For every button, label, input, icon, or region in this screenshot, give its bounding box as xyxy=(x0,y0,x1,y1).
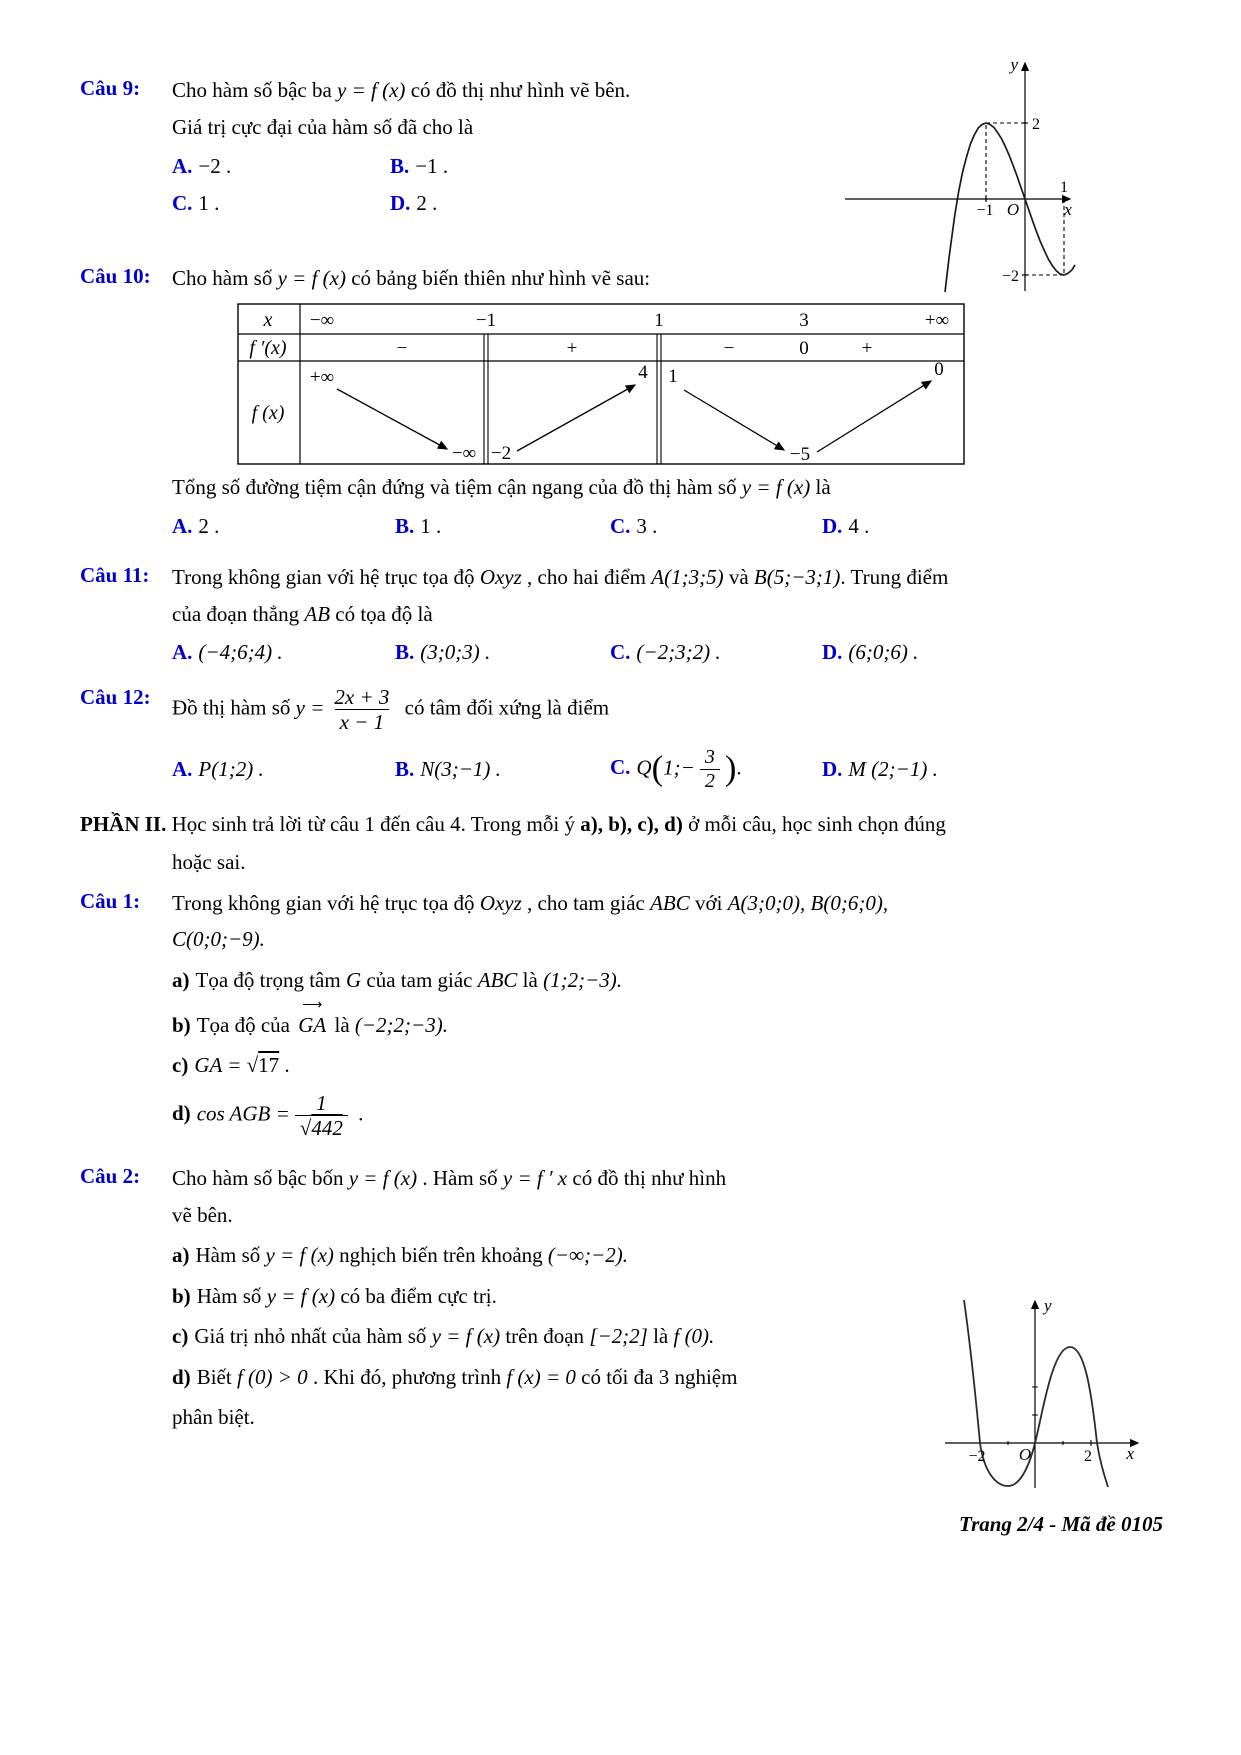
radical-sign: √ xyxy=(299,1115,312,1140)
question-12-text xyxy=(172,685,1171,734)
question-11-label: Câu 11: xyxy=(80,562,150,587)
option-letter: A. xyxy=(172,756,193,781)
variation-table xyxy=(237,303,965,465)
option-value: N(3;−1) . xyxy=(420,756,501,781)
p2q1-text-line1 xyxy=(172,889,1171,919)
math-expression: y = f (x) xyxy=(337,78,406,102)
option-b xyxy=(395,754,610,786)
text-bold: a), b), c), d) xyxy=(580,812,683,837)
text: là xyxy=(810,475,831,500)
question-12-options xyxy=(172,746,1171,793)
tick-label-2: 2 xyxy=(1084,1448,1092,1465)
option-value: 1;− xyxy=(663,755,695,780)
text: Biết xyxy=(196,1364,237,1389)
table-row-x-label: x xyxy=(263,309,273,332)
option-value: −1 . xyxy=(415,153,449,178)
math-expression: f (0). xyxy=(673,1324,715,1349)
text: ở mỗi câu, học sinh chọn đúng xyxy=(682,812,946,837)
fraction xyxy=(329,685,394,734)
option-d xyxy=(390,188,732,220)
option-value: −2 . xyxy=(198,153,232,178)
option-letter: D. xyxy=(390,191,411,216)
text: Tọa độ trọng tâm xyxy=(195,968,346,993)
option-value: 1 . xyxy=(420,514,442,539)
p2q2-item-d-line2: phân biệt. xyxy=(172,1405,255,1430)
option-letter: D. xyxy=(822,640,843,665)
option-letter: C. xyxy=(172,191,193,216)
math-expression: ABC xyxy=(650,890,690,915)
math-expression: GA = xyxy=(194,1053,242,1078)
sign: + xyxy=(861,338,873,360)
option-letter: C. xyxy=(610,640,631,665)
option-value: 1 . xyxy=(198,191,220,216)
option-b xyxy=(390,151,732,183)
option-value: 2 . xyxy=(198,514,220,539)
item-letter: b) xyxy=(172,1012,191,1037)
question-11 xyxy=(80,563,1171,669)
math-expression: Oxyz xyxy=(479,890,522,915)
text: với xyxy=(689,890,728,915)
p2q2-text-line2: vẽ bên. xyxy=(172,1202,233,1227)
text: có bảng biến thiên như hình vẽ sau: xyxy=(345,265,651,290)
option-value: (6;0;6) . xyxy=(848,640,919,665)
item-letter: d) xyxy=(172,1100,191,1125)
item-letter: d) xyxy=(172,1364,191,1389)
item-letter: b) xyxy=(172,1283,191,1308)
math-expression: [−2;2] xyxy=(589,1324,648,1349)
fraction-numerator: 2x + 3 xyxy=(334,684,390,709)
text: Cho hàm số bậc ba xyxy=(172,78,338,102)
text: có tối đa xyxy=(575,1364,659,1389)
fraction xyxy=(700,746,720,793)
option-letter: A. xyxy=(172,514,193,539)
f-value: +∞ xyxy=(309,367,335,389)
p2q1-item-c xyxy=(172,1050,1171,1080)
text: Đồ thị hàm số xyxy=(172,695,296,720)
math-expression: cos AGB = xyxy=(196,1100,290,1125)
f-value: 4 xyxy=(638,362,648,384)
f-value: 0 xyxy=(934,359,944,381)
option-c xyxy=(610,637,822,669)
math-expression: y = f (x) xyxy=(265,1243,334,1268)
part-2-header xyxy=(80,809,1171,839)
math-expression: y = xyxy=(295,695,325,720)
radicand: 442 xyxy=(311,1115,343,1140)
question-12 xyxy=(80,685,1171,793)
part2-question-2-derivative-graph xyxy=(933,1290,1145,1498)
option-d xyxy=(822,511,1171,543)
text: Hàm số xyxy=(195,1243,266,1268)
x-value: +∞ xyxy=(924,310,950,332)
text: Tọa độ của xyxy=(196,1012,296,1037)
text: có ba điểm cực trị. xyxy=(335,1283,497,1308)
text: . Trung điểm xyxy=(840,564,949,589)
text: và xyxy=(723,564,754,589)
part2-question-2-label: Câu 2: xyxy=(80,1163,141,1188)
fraction-denominator xyxy=(295,1115,348,1140)
text: có tọa độ là xyxy=(330,601,433,626)
x-axis-label: x xyxy=(1126,1444,1134,1463)
radicand: 17 xyxy=(258,1053,280,1078)
sign: − xyxy=(396,338,408,360)
option-value: 2 . xyxy=(416,191,438,216)
math-expression: f (0) > 0 xyxy=(236,1364,308,1389)
part2-question-1-label: Câu 1: xyxy=(80,888,141,913)
sign: − xyxy=(723,338,735,360)
option-value: (−2;3;2) . xyxy=(636,640,721,665)
square-root xyxy=(247,1053,280,1077)
x-value: −1 xyxy=(475,310,497,332)
question-12-label: Câu 12: xyxy=(80,684,151,709)
option-letter: B. xyxy=(390,153,410,178)
math-expression: A(3;0;0), xyxy=(727,890,806,915)
question-10-label: Câu 10: xyxy=(80,263,151,288)
text: Cho hàm số xyxy=(172,265,278,290)
tick-label-1: 1 xyxy=(1060,179,1068,196)
table-row-f-label: f (x) xyxy=(251,402,285,425)
square-root xyxy=(300,1116,343,1140)
origin-label: O xyxy=(1018,1445,1032,1464)
p2q1-item-a xyxy=(172,965,1171,995)
option-letter: B. xyxy=(395,514,415,539)
p2q1-item-b xyxy=(172,997,1171,1040)
question-11-text-line1 xyxy=(172,563,1171,593)
option-letter: A. xyxy=(172,153,193,178)
math-expression: A(1;3;5) xyxy=(651,564,724,589)
f-value: −∞ xyxy=(451,443,477,465)
table-row-fprime-label: f ′(x) xyxy=(249,337,287,360)
option-b xyxy=(395,637,610,669)
option-d xyxy=(822,754,1171,786)
x-value: 1 xyxy=(654,310,664,332)
option-a xyxy=(172,637,395,669)
radical-sign: √ xyxy=(246,1053,259,1078)
option-value: Q xyxy=(636,755,652,780)
math-expression: y = f (x) xyxy=(741,475,811,500)
question-11-text-line2 xyxy=(172,600,1171,630)
text: . xyxy=(279,1053,290,1078)
tick-label-minus1: −1 xyxy=(976,202,994,219)
text: là xyxy=(517,968,544,993)
item-letter: a) xyxy=(172,968,190,993)
option-value: (−4;6;4) . xyxy=(198,640,283,665)
x-value: 3 xyxy=(799,310,809,332)
math-expression: B(0;6;0), xyxy=(810,890,889,915)
text: của tam giác xyxy=(361,968,478,993)
option-a xyxy=(172,151,390,183)
math-expression: (−2;2;−3). xyxy=(354,1012,448,1037)
text: Học sinh trả lời từ câu 1 đến câu 4. Trong mỗi ý xyxy=(166,812,581,837)
p2q2-text-line1 xyxy=(172,1164,1171,1194)
f-value: 1 xyxy=(668,366,678,388)
number: 3 xyxy=(658,1364,670,1389)
fraction-denominator: x − 1 xyxy=(335,709,390,734)
p2q1-text-line2: C(0;0;−9). xyxy=(172,927,265,952)
math-expression: y = f ′ x xyxy=(502,1165,568,1190)
math-expression: Oxyz xyxy=(479,564,522,589)
text: Trong không gian với hệ trục tọa độ xyxy=(172,564,480,589)
part-2-header-line2: hoặc sai. xyxy=(172,849,246,874)
option-a xyxy=(172,754,395,786)
text: . Hàm số xyxy=(417,1165,503,1190)
text: , cho tam giác xyxy=(521,890,651,915)
text: nghịch biến trên khoảng xyxy=(333,1243,548,1268)
text: Giá trị nhỏ nhất của hàm số xyxy=(194,1324,432,1349)
x-value: −∞ xyxy=(309,310,335,332)
option-letter: B. xyxy=(395,640,415,665)
item-letter: c) xyxy=(172,1324,189,1349)
text: trên đoạn xyxy=(500,1324,590,1349)
option-letter: D. xyxy=(822,756,843,781)
fraction-denominator: 2 xyxy=(700,769,720,793)
sign: 0 xyxy=(799,338,809,360)
option-letter: C. xyxy=(610,514,631,539)
question-10-text2 xyxy=(172,473,1171,503)
option-letter: C. xyxy=(610,755,631,780)
text: nghiệm xyxy=(669,1364,738,1389)
question-10 xyxy=(80,264,1171,543)
p2q1-item-d xyxy=(172,1091,1171,1140)
vector-notation xyxy=(298,997,327,1040)
option-letter: B. xyxy=(395,756,415,781)
math-expression: ABC xyxy=(477,968,518,993)
text: có đồ thị như hình xyxy=(567,1165,727,1190)
math-expression: GA xyxy=(298,1012,327,1037)
text: của đoạn thẳng xyxy=(172,601,305,626)
option-a xyxy=(172,511,395,543)
text: . Khi đó, phương trình xyxy=(307,1364,507,1389)
text: . xyxy=(736,755,742,780)
option-c xyxy=(610,746,822,793)
option-c xyxy=(172,188,390,220)
vector-arrow: ⟶ xyxy=(302,997,323,1013)
math-expression: y = f (x) xyxy=(431,1324,501,1349)
y-axis-label: y xyxy=(1044,1296,1052,1315)
origin-label: O xyxy=(1006,200,1020,219)
fraction xyxy=(295,1091,348,1140)
math-expression: (−∞;−2). xyxy=(547,1243,628,1268)
tick-label-minus2: −2 xyxy=(1001,268,1019,285)
math-expression: f (x) = 0 xyxy=(506,1364,576,1389)
math-expression: (1;2;−3). xyxy=(543,968,622,993)
option-value: 4 . xyxy=(848,514,870,539)
page-footer: Trang 2/4 - Mã đề 0105 xyxy=(959,1512,1163,1536)
part-2-title: PHẦN II. xyxy=(80,812,167,837)
math-expression: y = f (x) xyxy=(348,1165,418,1190)
sign: + xyxy=(566,338,578,360)
text: là xyxy=(329,1012,355,1037)
item-letter: a) xyxy=(172,1243,190,1268)
text: có tâm đối xứng là điểm xyxy=(399,695,610,720)
tick-label-minus2: −2 xyxy=(968,1448,986,1465)
option-d xyxy=(822,637,1171,669)
option-value: P(1;2) . xyxy=(198,756,264,781)
text: có đồ thị như hình vẽ bên. xyxy=(405,78,631,102)
question-9-text-line2: Giá trị cực đại của hàm số đã cho là xyxy=(172,114,474,139)
tick-label-2: 2 xyxy=(1032,116,1040,133)
question-9-label: Câu 9: xyxy=(80,76,141,100)
math-expression: y = f (x) xyxy=(266,1283,336,1308)
text: . xyxy=(352,1100,364,1125)
option-value: M (2;−1) . xyxy=(848,756,938,781)
option-value: 3 . xyxy=(636,514,658,539)
math-expression: G xyxy=(345,968,362,993)
math-expression: y = f (x) xyxy=(277,265,346,290)
part2-question-1 xyxy=(80,889,1171,1150)
option-letter: D. xyxy=(822,514,843,539)
p2q2-item-a xyxy=(172,1240,1171,1270)
math-expression: AB xyxy=(304,601,331,626)
text: , cho hai điểm xyxy=(521,564,652,589)
y-axis-label: y xyxy=(1010,55,1018,74)
big-paren: ) xyxy=(724,749,737,788)
f-value: −5 xyxy=(789,444,811,466)
option-letter: A. xyxy=(172,640,193,665)
f-value: −2 xyxy=(490,443,512,465)
fraction-numerator: 1 xyxy=(316,1090,327,1115)
big-paren: ( xyxy=(651,749,664,788)
fraction-numerator: 3 xyxy=(704,746,715,769)
option-c xyxy=(610,511,822,543)
text: Cho hàm số bậc bốn xyxy=(172,1165,349,1190)
option-value: (3;0;3) . xyxy=(420,640,491,665)
text: Trong không gian với hệ trục tọa độ xyxy=(172,890,480,915)
text: là xyxy=(647,1324,674,1349)
math-expression: B(5;−3;1) xyxy=(753,564,841,589)
question-9-options xyxy=(172,151,732,220)
text: Tổng số đường tiệm cận đứng và tiệm cận ngang của đồ thị hàm số xyxy=(172,475,742,500)
question-10-options xyxy=(172,511,1171,543)
x-axis-label: x xyxy=(1064,200,1072,219)
item-letter: c) xyxy=(172,1053,189,1078)
option-b xyxy=(395,511,610,543)
text: Hàm số xyxy=(196,1283,267,1308)
question-9-cubic-graph xyxy=(835,50,1079,296)
question-11-options xyxy=(172,637,1171,669)
